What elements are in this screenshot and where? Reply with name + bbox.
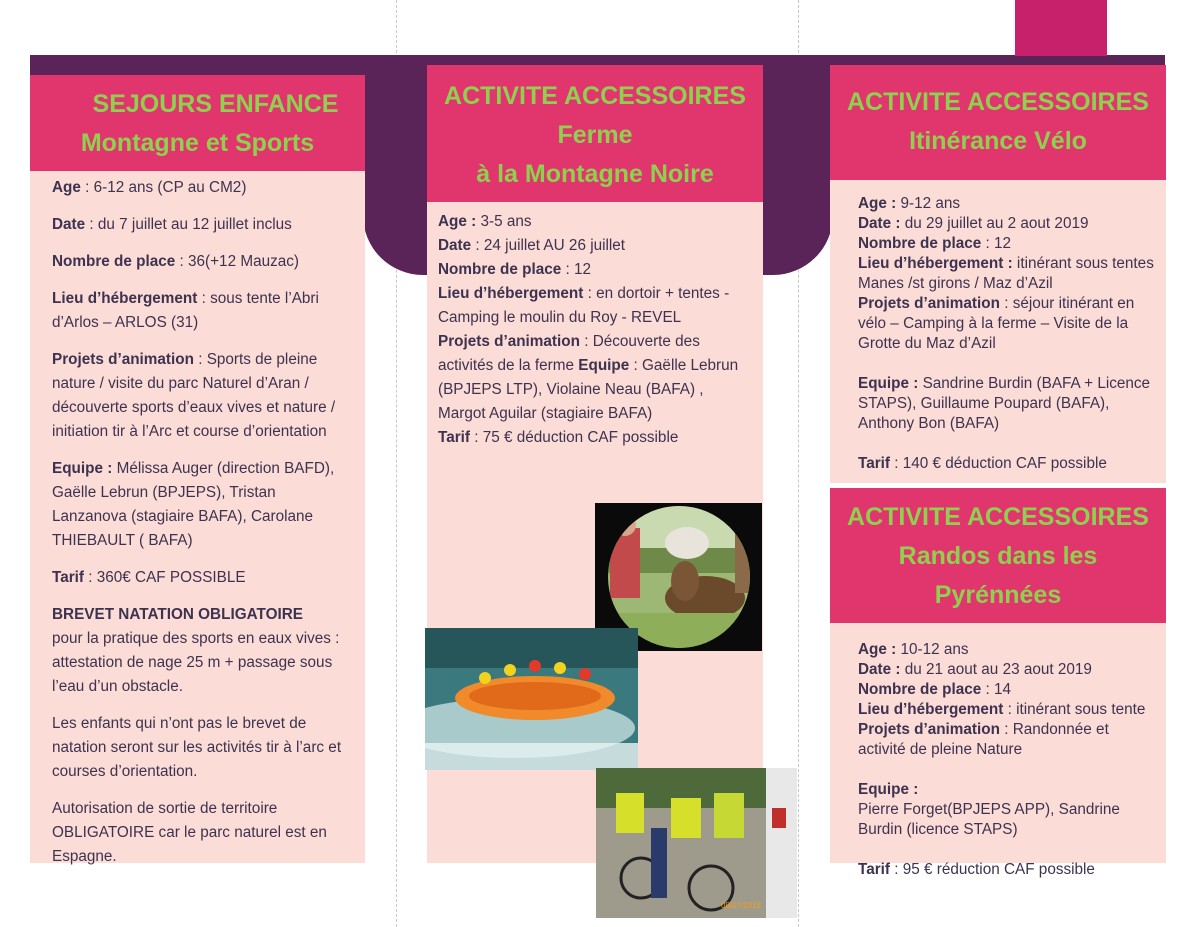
details-itinerance xyxy=(858,194,1158,474)
decorative-tab xyxy=(1015,0,1107,56)
title-line: ACTIVITE ACCESSOIRES xyxy=(847,503,1149,531)
date-line: Date : du 29 juillet au 2 aout 2019 xyxy=(858,215,1089,232)
details-randos xyxy=(858,640,1158,880)
places-line: Nombre de place : 12 xyxy=(858,235,1012,252)
title-line: à la Montagne Noire xyxy=(476,160,714,188)
photo-rafting xyxy=(425,628,638,770)
lieu-line: Lieu d’hébergement : sous tente l’Abri d’Arlos – ARLOS (31) xyxy=(52,290,319,331)
title-line: Randos dans les xyxy=(898,542,1098,570)
title-line: ACTIVITE ACCESSOIRES xyxy=(847,88,1149,116)
places-line: Nombre de place : 14 xyxy=(858,681,1012,698)
brevet-text: pour la pratique des sports en eaux vives : attestation de nage 25 m + passage sous l’eau d’un obstacle. xyxy=(52,630,340,695)
projets-line: Projets d’animation : séjour itinérant en vélo – Camping à la ferme – Visite de la Grotte du Maz d’Azil xyxy=(858,295,1135,352)
title-line: Pyrénnées xyxy=(934,581,1062,609)
tarif-line: Tarif : 95 € réduction CAF possible xyxy=(858,861,1095,878)
title-line: Ferme xyxy=(557,121,633,149)
title-line: Montagne et Sports xyxy=(80,129,315,157)
title-line: SEJOURS ENFANCE xyxy=(92,90,339,118)
title-line: ACTIVITE ACCESSOIRES xyxy=(444,82,746,110)
photo-date-stamp: 08/07/2018 xyxy=(720,901,761,910)
header-ferme xyxy=(427,65,763,202)
age-line: Age : 10-12 ans xyxy=(858,641,969,658)
header-sejours-enfance xyxy=(30,75,365,171)
places-line: Nombre de place : 12 xyxy=(438,261,592,278)
date-line: Date : du 21 aout au 23 aout 2019 xyxy=(858,661,1092,678)
lieu-line: Lieu d’hébergement : itinérant sous tente xyxy=(858,701,1146,718)
note-autorisation: Autorisation de sortie de territoire OBLIGATOIRE car le parc naturel est en Espagne. xyxy=(52,800,327,865)
projets-line: Projets d’animation : Sports de pleine nature / visite du parc Naturel d’Aran / découverte sports d’eaux vives et nature / initiation tir à l’Arc et course d’orientation xyxy=(52,351,336,440)
age-line: Age : 3-5 ans xyxy=(438,213,532,230)
lieu-line: Lieu d’hébergement : itinérant sous tentes Manes /st girons / Maz d’Azil xyxy=(858,255,1154,292)
title-line: Itinérance Vélo xyxy=(909,127,1087,155)
tarif-line: Tarif : 140 € déduction CAF possible xyxy=(858,455,1107,472)
lieu-line: Lieu d’hébergement : en dortoir + tentes - Camping le moulin du Roy - REVEL xyxy=(438,285,730,326)
age-line: Age : 9-12 ans xyxy=(858,195,961,212)
tarif-line: Tarif : 360€ CAF POSSIBLE xyxy=(52,569,246,586)
date-line: Date : 24 juillet AU 26 juillet xyxy=(438,237,626,254)
places-line: Nombre de place : 36(+12 Mauzac) xyxy=(52,253,299,270)
photo-cycling xyxy=(596,768,797,918)
equipe-heading: Equipe : xyxy=(858,781,919,798)
projets-equipe-line: Projets d’animation : Découverte des activités de la ferme Equipe : Gaëlle Lebrun (BPJEPS LTP), Violaine Neau (BAFA) , Margot Aguilar (stagiaire BAFA) xyxy=(438,333,739,422)
tarif-line: Tarif : 75 € déduction CAF possible xyxy=(438,429,679,446)
header-randos xyxy=(830,488,1166,623)
details-sejours-enfance xyxy=(52,176,352,882)
age-line: Age : 6-12 ans (CP au CM2) xyxy=(52,179,247,196)
equipe-line: Equipe : Sandrine Burdin (BAFA + Licence STAPS), Guillaume Poupard (BAFA), Anthony Bon (BAFA) xyxy=(858,375,1151,432)
brevet-heading: BREVET NATATION OBLIGATOIRE xyxy=(52,606,303,623)
details-ferme xyxy=(438,210,743,450)
date-line: Date : du 7 juillet au 12 juillet inclus xyxy=(52,216,292,233)
equipe-line: Equipe : Mélissa Auger (direction BAFD), Gaëlle Lebrun (BPJEPS), Tristan Lanzanova (stagiaire BAFA), Carolane THIEBAULT ( BAFA) xyxy=(52,460,335,549)
note-brevet: Les enfants qui n’ont pas le brevet de natation seront sur les activités tir à l’arc et courses d’orientation. xyxy=(52,715,342,780)
projets-line: Projets d’animation : Randonnée et activité de pleine Nature xyxy=(858,721,1109,758)
header-itinerance xyxy=(830,65,1166,180)
equipe-text: Pierre Forget(BPJEPS APP), Sandrine Burdin (licence STAPS) xyxy=(858,801,1120,838)
